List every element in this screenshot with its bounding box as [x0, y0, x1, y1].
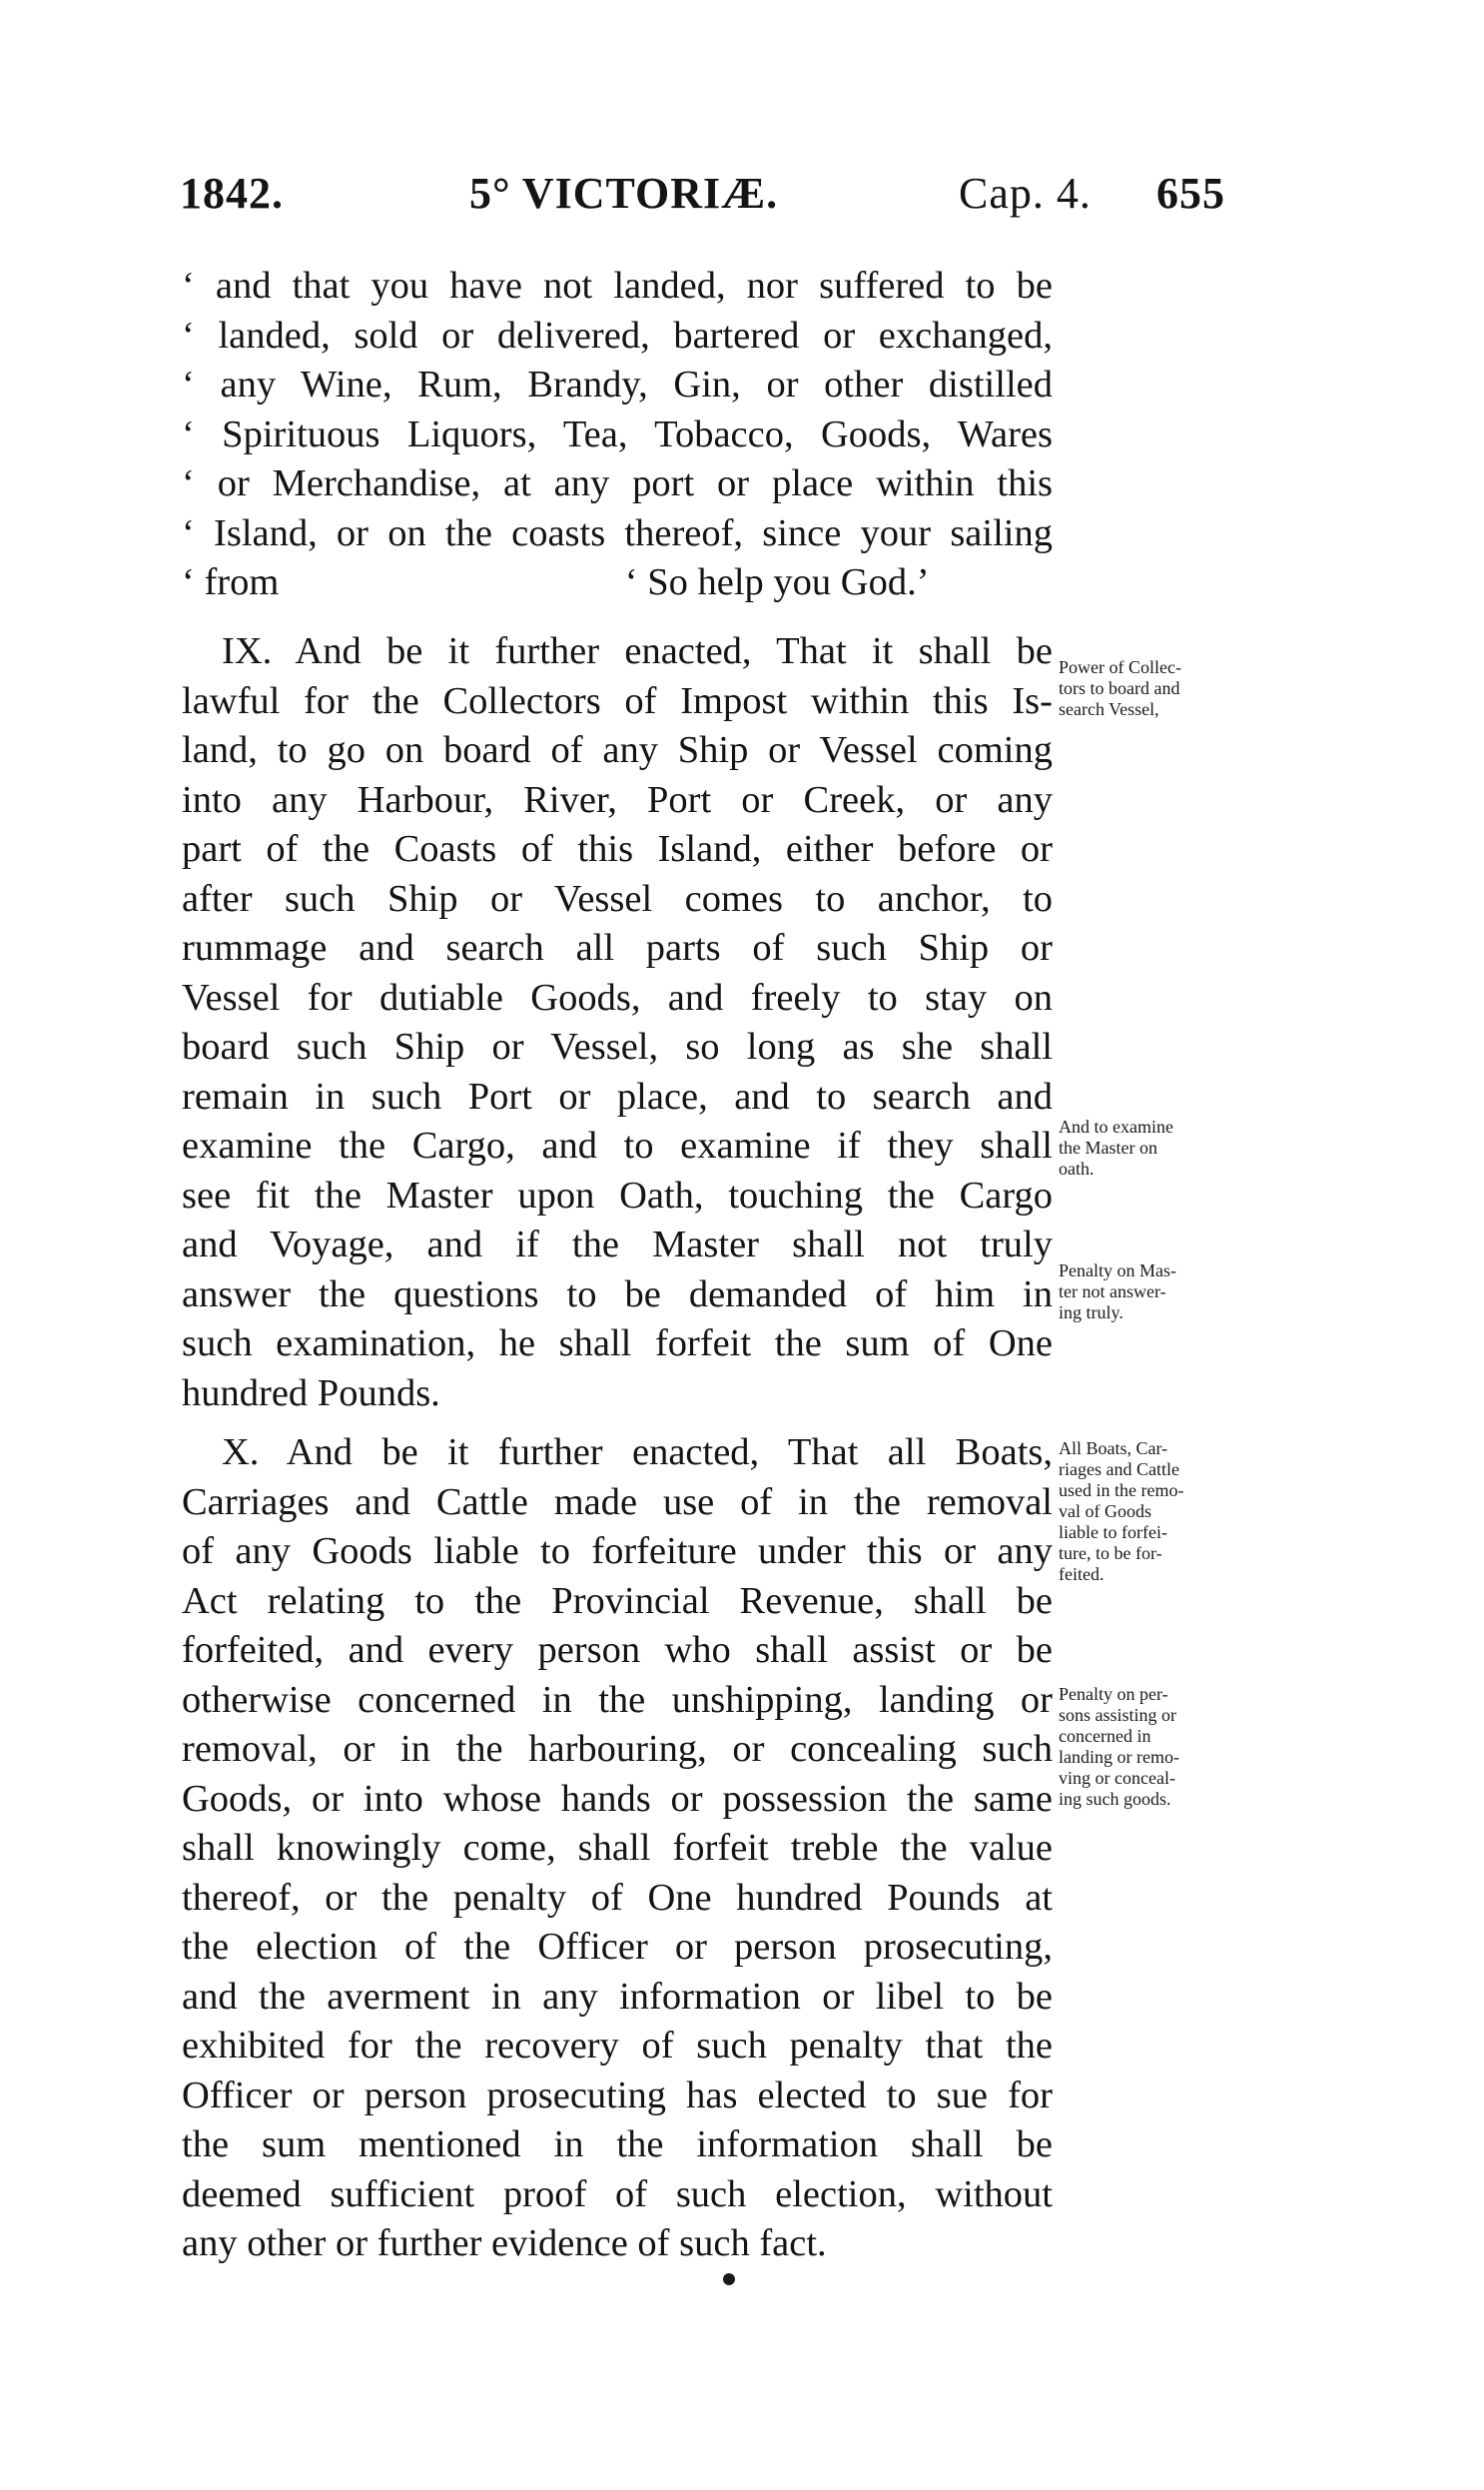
marginal-note-penalty-master — [1059, 1260, 1258, 1323]
section-ix-line: such examination, he shall forfeit the sum of One — [182, 1322, 1053, 1364]
marginal-note-line: Penalty on per- — [1059, 1684, 1168, 1704]
section-ix-line: rummage and search all parts of such Ship or — [182, 927, 1053, 969]
section-x-line: Act relating to the Provincial Revenue, shall be — [182, 1579, 1053, 1622]
marginal-note-line: concerned in — [1059, 1726, 1151, 1746]
section-x-line: the election of the Officer or person prosecuting, — [182, 1926, 1053, 1968]
section-x-line: and the averment in any information or libel to be — [182, 1975, 1053, 2018]
oath-line: ‘ Spirituous Liquors, Tea, Tobacco, Goods, Wares — [182, 413, 1053, 455]
section-x-line: shall knowingly come, shall forfeit treble the value — [182, 1827, 1053, 1869]
oath-line: ‘ from ‘ So help you God.’ — [182, 561, 930, 603]
section-x-line: deemed sufficient proof of such election, without — [182, 2172, 1053, 2215]
marginal-note-line: ing such goods. — [1059, 1789, 1171, 1809]
header-title: 5° VICTORIÆ. — [469, 169, 779, 218]
marginal-note-line: riages and Cattle — [1059, 1459, 1179, 1479]
marginal-note-examine-master — [1059, 1117, 1258, 1180]
oath-line: ‘ landed, sold or delivered, bartered or exchanged, — [182, 314, 1053, 357]
marginal-note-line: And to examine — [1059, 1117, 1173, 1137]
section-x-line: forfeited, and every person who shall assist or be — [182, 1629, 1053, 1671]
marginal-note-boats-forfeited — [1059, 1438, 1258, 1585]
section-x-line: the sum mentioned in the information shall be — [182, 2123, 1053, 2165]
oath-text-block — [182, 262, 1053, 608]
section-x-line: exhibited for the recovery of such penalty that the — [182, 2025, 1053, 2067]
section-x-line: otherwise concerned in the unshipping, landing or — [182, 1678, 1053, 1721]
section-ix-line: and Voyage, and if the Master shall not truly — [182, 1224, 1053, 1265]
running-header — [180, 168, 1225, 228]
section-x-line: thereof, or the penalty of One hundred Pounds at — [182, 1876, 1053, 1919]
section-ix-line: IX. And be it further enacted, That it shall be — [222, 630, 1053, 672]
marginal-note-line: Power of Collec- — [1059, 657, 1181, 677]
section-x-line: of any Goods liable to forfeiture under this or any — [182, 1530, 1053, 1572]
marginal-note-line: liable to forfei- — [1059, 1522, 1167, 1542]
marginal-note-line: ving or conceal- — [1059, 1768, 1175, 1788]
marginal-note-line: used in the remo- — [1059, 1480, 1184, 1500]
oath-line: ‘ and that you have not landed, nor suffered to be — [182, 265, 1053, 307]
marginal-note-line: ing truly. — [1059, 1302, 1123, 1322]
section-ix-line: examine the Cargo, and to examine if they shall — [182, 1125, 1053, 1167]
marginal-note-line: oath. — [1059, 1159, 1095, 1179]
marginal-note-penalty-assisting — [1059, 1684, 1258, 1810]
section-x-line: Goods, or into whose hands or possession the same — [182, 1777, 1053, 1820]
section-x-line: any other or further evidence of such fact. — [182, 2222, 827, 2264]
section-x-paragraph — [182, 1428, 1053, 2269]
section-ix-line: into any Harbour, River, Port or Creek, or any — [182, 778, 1053, 821]
section-ix-line: land, to go on board of any Ship or Vessel coming — [182, 729, 1053, 771]
section-ix-line: answer the questions to be demanded of him in — [182, 1272, 1053, 1315]
marginal-note-line: feited. — [1059, 1564, 1105, 1584]
bottom-ornament-dot — [723, 2273, 735, 2285]
section-ix-line: lawful for the Collectors of Impost within this Is- — [182, 679, 1053, 722]
section-ix-line: remain in such Port or place, and to search and — [182, 1075, 1053, 1118]
marginal-note-line: tors to board and — [1059, 678, 1180, 698]
section-ix-line: board such Ship or Vessel, so long as she shall — [182, 1026, 1053, 1068]
section-ix-paragraph — [182, 627, 1053, 1418]
page-number: 655 — [1156, 169, 1225, 218]
marginal-note-line: ter not answer- — [1059, 1281, 1166, 1301]
oath-line: ‘ Island, or on the coasts thereof, since your sailing — [182, 511, 1053, 554]
section-ix-line: see fit the Master upon Oath, touching the Cargo — [182, 1174, 1053, 1217]
marginal-note-line: search Vessel, — [1059, 699, 1159, 719]
marginal-note-power-of-collectors — [1059, 657, 1258, 720]
marginal-note-line: val of Goods — [1059, 1501, 1151, 1521]
section-x-line: Officer or person prosecuting has elected to sue for — [182, 2074, 1053, 2116]
section-x-line: X. And be it further enacted, That all Boats, — [222, 1431, 1053, 1473]
marginal-note-line: All Boats, Car- — [1059, 1438, 1168, 1458]
section-x-line: Carriages and Cattle made use of in the removal — [182, 1480, 1053, 1523]
section-ix-line: hundred Pounds. — [182, 1371, 440, 1414]
header-year: 1842. — [180, 169, 284, 218]
oath-line: ‘ any Wine, Rum, Brandy, Gin, or other distilled — [182, 364, 1053, 406]
header-chapter: Cap. 4. — [959, 169, 1092, 218]
section-x-line: removal, or in the harbouring, or concealing such — [182, 1728, 1053, 1770]
marginal-note-line: sons assisting or — [1059, 1705, 1177, 1725]
marginal-note-line: landing or remo- — [1059, 1747, 1179, 1767]
section-ix-line: Vessel for dutiable Goods, and freely to stay on — [182, 976, 1053, 1019]
section-ix-line: after such Ship or Vessel comes to anchor, to — [182, 877, 1053, 920]
oath-line: ‘ or Merchandise, at any port or place within this — [182, 462, 1053, 504]
marginal-note-line: the Master on — [1059, 1138, 1157, 1158]
marginal-note-line: Penalty on Mas- — [1059, 1260, 1176, 1280]
marginal-note-line: ture, to be for- — [1059, 1543, 1162, 1563]
section-ix-line: part of the Coasts of this Island, either before or — [182, 828, 1053, 870]
